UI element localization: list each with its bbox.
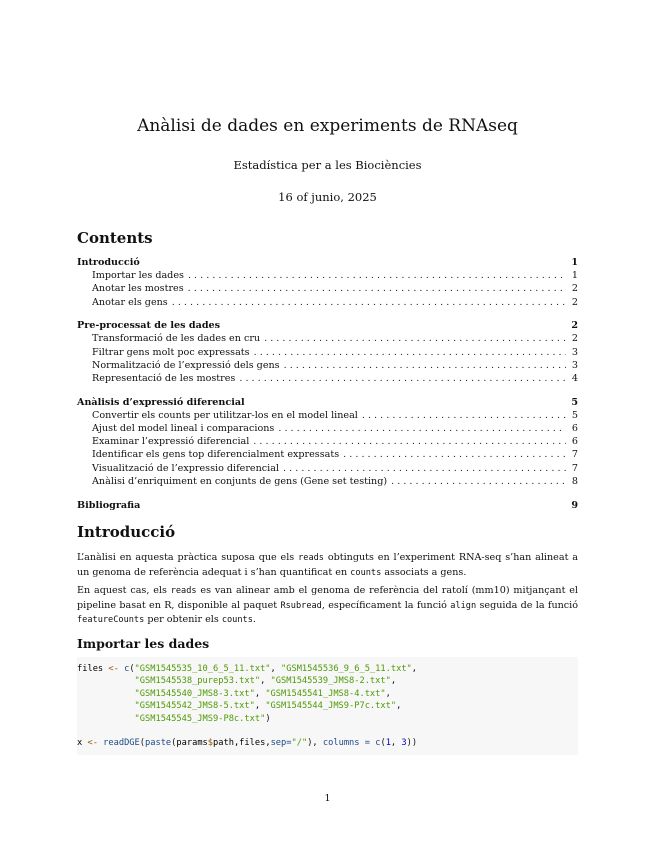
toc-page-number: 3 xyxy=(571,359,578,371)
toc-item-identificar[interactable] xyxy=(77,448,578,461)
toc-item-examinar[interactable] xyxy=(77,435,578,448)
toc-page-number: 7 xyxy=(571,462,578,474)
page-number: 1 xyxy=(324,793,331,804)
intro-paragraph-2: En aquest cas, els reads es van alinear amb el genoma de referència del ratolí (mm10) mitjançant el pipeline basat en R, disponible al paquet Rsubread, específicament la funció align seguida de la funció featureCounts per obtenir els counts. xyxy=(77,585,579,625)
toc-page-number: 2 xyxy=(571,320,578,332)
inline-code: reads xyxy=(170,586,197,596)
document-date: 16 of junio, 2025 xyxy=(278,190,377,204)
toc-section-title: Anàlisis d’expressió diferencial xyxy=(77,396,245,408)
toc-dot-leader xyxy=(284,359,566,372)
toc-item-convertir[interactable] xyxy=(77,409,578,422)
toc-section-preprocessat[interactable] xyxy=(77,319,578,332)
toc-item-ajust[interactable] xyxy=(77,422,578,435)
toc-item-title: Importar les dades xyxy=(92,270,184,282)
toc-page-number: 4 xyxy=(571,373,578,384)
toc-item-title: Identificar els gens top diferencialment expressats xyxy=(92,449,340,461)
document-subtitle: Estadística per a les Biociències xyxy=(233,158,422,172)
toc-item-title: Anotar els gens xyxy=(92,296,168,308)
toc-item-representacio[interactable] xyxy=(77,372,578,385)
toc-page-number: 9 xyxy=(571,499,578,511)
code-block[interactable] xyxy=(77,657,578,755)
code-line: files <- c("GSM1545535_10_6_5_11.txt", "GSM1545536_9_6_5_11.txt", xyxy=(77,664,418,674)
toc-item-title: Examinar l’expressió diferencial xyxy=(92,436,250,448)
toc-dot-leader xyxy=(172,296,566,309)
inline-code: reads xyxy=(298,553,324,563)
document-title: Anàlisi de dades en experiments de RNAseq xyxy=(137,116,518,136)
toc-item-title: Anotar les mostres xyxy=(92,283,184,295)
toc-item-enriquiment[interactable] xyxy=(77,475,578,488)
toc-section-introduccio[interactable] xyxy=(77,256,578,269)
code-blank-line xyxy=(77,725,578,737)
toc-item-filtrar[interactable] xyxy=(77,346,578,359)
intro-paragraph-1: L’anàlisi en aquesta pràctica suposa que els reads obtinguts en l’experiment RNA-seq s’han alineat a un genoma de referència adequat i s’han quantificat en counts associats a gens. xyxy=(77,552,578,578)
toc-page-number: 2 xyxy=(571,333,578,345)
toc-page-number: 5 xyxy=(571,409,578,421)
toc-item-title: Visualització de l’expressio diferencial xyxy=(92,462,280,474)
code-line: "GSM1545540_JMS8-3.txt", "GSM1545541_JMS8-4.txt", xyxy=(134,688,391,699)
toc-section-analisis[interactable] xyxy=(77,396,578,409)
toc-item-normalitzacio[interactable] xyxy=(77,359,578,372)
toc-page-number: 8 xyxy=(571,475,578,487)
subsection-heading-importar: Importar les dades xyxy=(77,636,210,651)
toc-page-number: 7 xyxy=(571,449,578,461)
contents-heading: Contents xyxy=(77,229,153,247)
toc-page-number: 1 xyxy=(571,270,578,282)
toc-section-title: Pre-processat de les dades xyxy=(77,320,221,332)
toc-dot-leader xyxy=(188,282,566,295)
toc-dot-leader xyxy=(254,346,566,359)
toc-dot-leader xyxy=(343,448,566,461)
toc-dot-leader xyxy=(239,372,566,385)
toc-page-number: 2 xyxy=(571,283,578,295)
inline-code: Rsubread xyxy=(280,600,322,611)
toc-section-title: Introducció xyxy=(77,257,140,268)
toc-section-title: Bibliografia xyxy=(77,499,141,511)
toc-item-anotar-mostres[interactable] xyxy=(77,282,578,295)
toc-page-number: 1 xyxy=(571,257,578,268)
toc-item-title: Convertir els counts per utilitzar-los en el model lineal xyxy=(92,409,358,421)
toc-section-bibliografia[interactable] xyxy=(77,499,578,512)
toc-item-title: Representació de les mostres xyxy=(92,373,236,384)
toc-dot-leader xyxy=(188,269,566,282)
toc-item-title: Filtrar gens molt poc expressats xyxy=(92,346,250,358)
toc-page-number: 6 xyxy=(571,436,578,448)
inline-code: counts xyxy=(221,615,253,625)
toc-page-number: 2 xyxy=(571,296,578,308)
toc-item-importar[interactable] xyxy=(77,269,578,282)
toc-dot-leader xyxy=(264,332,566,345)
toc-item-title: Transformació de les dades en cru xyxy=(92,333,261,345)
toc-dot-leader xyxy=(391,475,566,488)
inline-code: featureCounts xyxy=(77,615,145,625)
section-heading-introduccio: Introducció xyxy=(77,523,176,541)
toc-item-title: Normalització de l’expressió dels gens xyxy=(92,359,280,371)
inline-code: counts xyxy=(350,567,382,578)
toc-dot-leader xyxy=(253,435,566,448)
toc-item-transformacio[interactable] xyxy=(77,332,578,345)
toc-item-visualitzacio[interactable] xyxy=(77,462,578,475)
toc-dot-leader xyxy=(283,462,566,475)
toc-item-title: Ajust del model lineal i comparacions xyxy=(92,423,275,435)
toc-page-number: 6 xyxy=(571,423,578,435)
toc-item-anotar-gens[interactable] xyxy=(77,296,578,309)
code-line: "GSM1545542_JMS8-5.txt", "GSM1545544_JMS9-P7c.txt", xyxy=(134,701,402,712)
toc-page-number: 5 xyxy=(571,396,578,408)
code-line: "GSM1545538_purep53.txt", "GSM1545539_JMS8-2.txt", xyxy=(134,676,397,687)
code-line: x <- readDGE(paste(params$path,files,sep="/"), columns = c(1, 3)) xyxy=(77,738,418,749)
toc-page-number: 3 xyxy=(571,346,578,358)
inline-code: align xyxy=(450,600,477,611)
code-line: "GSM1545545_JMS9-P8c.txt") xyxy=(134,713,271,724)
table-of-contents xyxy=(77,256,578,512)
toc-dot-leader xyxy=(362,409,566,422)
toc-dot-leader xyxy=(278,422,566,435)
toc-item-title: Anàlisi d’enriquiment en conjunts de gens (Gene set testing) xyxy=(92,475,388,487)
